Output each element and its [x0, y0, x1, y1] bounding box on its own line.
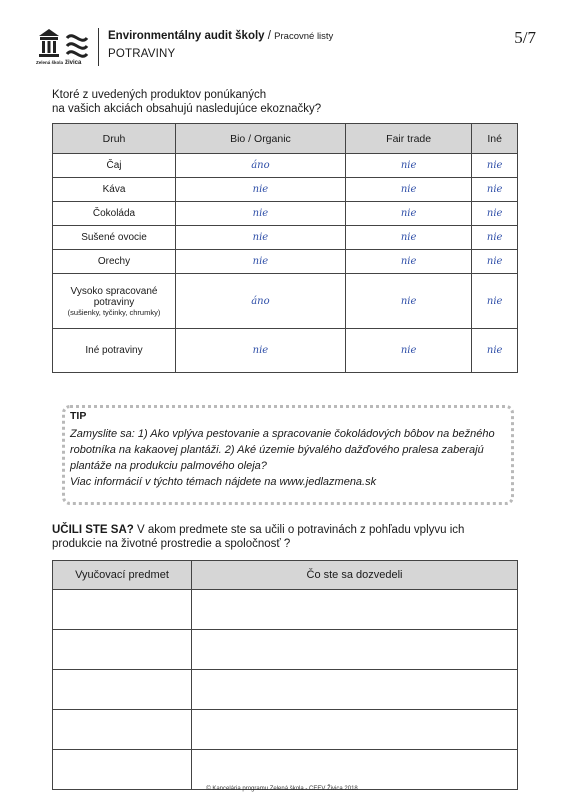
handwritten-answer: nie	[400, 160, 417, 171]
header-bio: Bio / Organic	[176, 124, 346, 154]
row-label: Iné potraviny	[53, 329, 176, 373]
handwritten-answer: nie	[400, 295, 417, 307]
row-label: Čokoláda	[53, 202, 176, 226]
answer-cell[interactable]	[176, 250, 346, 274]
table-row	[53, 202, 518, 226]
learn-line-2: produkcie na životné prostredie a spoločnosť ?	[52, 538, 291, 550]
learned-cell[interactable]	[192, 630, 518, 670]
row-label: Sušené ovocie	[53, 226, 176, 250]
learn-bold: UČILI STE SA?	[52, 524, 134, 536]
answer-cell[interactable]	[176, 178, 346, 202]
title-suffix: Pracovné listy	[274, 31, 334, 42]
answer-cell[interactable]	[176, 202, 346, 226]
handwritten-answer: nie	[486, 208, 503, 219]
tip-text	[70, 426, 506, 490]
answer-cell[interactable]	[176, 329, 346, 373]
row-label: Káva	[53, 178, 176, 202]
zelena-skola-logo-icon	[38, 28, 60, 62]
logos	[36, 26, 96, 70]
row-label-line-2: potraviny	[93, 296, 135, 308]
answer-cell[interactable]	[345, 250, 471, 274]
row-label: Orechy	[53, 250, 176, 274]
table-row	[53, 250, 518, 274]
tip-line-4: Viac informácií v týchto témach nájdete na www.jedlazmena.sk	[70, 476, 377, 488]
learned-cell[interactable]	[192, 670, 518, 710]
table-row	[53, 154, 518, 178]
handwritten-answer: nie	[400, 184, 417, 195]
handwritten-answer: nie	[486, 232, 503, 243]
handwritten-answer: nie	[252, 208, 269, 219]
table-row	[53, 750, 518, 790]
learned-cell[interactable]	[192, 710, 518, 750]
table-row	[53, 590, 518, 630]
handwritten-answer: nie	[486, 295, 503, 307]
header-fairtrade: Fair trade	[345, 124, 471, 154]
handwritten-answer: áno	[251, 160, 270, 171]
row-label	[53, 274, 176, 329]
tip-line-2: robotníka na kakaovej plantáži. 2) Aké územie bývalého dažďového pralesa zaberajú	[70, 444, 484, 456]
answer-cell[interactable]	[472, 154, 518, 178]
answer-cell[interactable]	[345, 178, 471, 202]
header-ine: Iné	[472, 124, 518, 154]
table-header-row	[53, 124, 518, 154]
table-row	[53, 178, 518, 202]
handwritten-answer: nie	[486, 160, 503, 171]
answer-cell[interactable]	[176, 274, 346, 329]
subject-cell[interactable]	[53, 710, 192, 750]
table-row	[53, 226, 518, 250]
answer-cell[interactable]	[472, 202, 518, 226]
learn-line-1	[52, 523, 522, 537]
zivica-logo-icon	[64, 28, 90, 62]
answer-cell[interactable]	[176, 154, 346, 178]
answer-cell[interactable]	[176, 226, 346, 250]
answer-cell[interactable]	[345, 329, 471, 373]
handwritten-answer: nie	[486, 184, 503, 195]
answer-cell[interactable]	[472, 274, 518, 329]
answer-cell[interactable]	[472, 250, 518, 274]
subjects-table	[52, 560, 518, 790]
header-learned: Čo ste sa dozvedeli	[192, 561, 518, 590]
handwritten-answer: nie	[486, 256, 503, 267]
question-ecolabels	[52, 88, 522, 116]
answer-cell[interactable]	[345, 274, 471, 329]
page-header	[36, 26, 536, 70]
answer-cell[interactable]	[345, 226, 471, 250]
subject-cell[interactable]	[53, 750, 192, 790]
handwritten-answer: nie	[400, 232, 417, 243]
footer-copyright: © Kancelária programu Zelená škola - CEEV Živica 2018	[206, 786, 358, 792]
table-row	[53, 630, 518, 670]
answer-cell[interactable]	[472, 329, 518, 373]
tip-line-1: Zamyslite sa: 1) Ako vplýva pestovanie a spracovanie čokoládových bôbov na bežného	[70, 428, 495, 440]
subject-cell[interactable]	[53, 670, 192, 710]
header-druh: Druh	[53, 124, 176, 154]
table-row	[53, 329, 518, 373]
tip-line-3: plantáže na produkciu palmového oleja?	[70, 460, 267, 472]
learned-cell[interactable]	[192, 750, 518, 790]
handwritten-answer: nie	[252, 184, 269, 195]
table-row	[53, 274, 518, 329]
header-subject: Vyučovací predmet	[53, 561, 192, 590]
row-label: Čaj	[53, 154, 176, 178]
header-divider	[98, 28, 99, 66]
page-title	[108, 30, 333, 42]
answer-cell[interactable]	[472, 178, 518, 202]
handwritten-answer: nie	[252, 345, 269, 356]
subject-cell[interactable]	[53, 590, 192, 630]
handwritten-answer: nie	[400, 256, 417, 267]
handwritten-answer: nie	[252, 256, 269, 267]
table-header-row	[53, 561, 518, 590]
answer-cell[interactable]	[472, 226, 518, 250]
page-number: 5/7	[514, 28, 536, 47]
row-label-line-3: (sušienky, tyčinky, chrumky)	[67, 307, 161, 317]
answer-cell[interactable]	[345, 154, 471, 178]
row-label-line-1: Vysoko spracované	[70, 285, 158, 297]
handwritten-answer: nie	[486, 345, 503, 356]
handwritten-answer: nie	[252, 232, 269, 243]
learn-text-1: V akom predmete ste sa učili o potravinách z pohľadu vplyvu ich	[133, 524, 465, 536]
table-row	[53, 670, 518, 710]
ecolabel-table	[52, 123, 518, 373]
table-row	[53, 710, 518, 750]
answer-cell[interactable]	[345, 202, 471, 226]
title-separator: /	[264, 30, 275, 42]
subject-cell[interactable]	[53, 630, 192, 670]
question-line-1: Ktoré z uvedených produktov ponúkaných	[52, 89, 267, 101]
zelena-skola-caption: Zelená škola	[36, 60, 64, 65]
question-line-2: na vašich akciách obsahujú nasledujúce ekoznačky?	[52, 103, 322, 115]
title-main: Environmentálny audit školy	[108, 30, 265, 42]
tip-title: TIP	[70, 410, 87, 422]
handwritten-answer: áno	[251, 295, 270, 307]
handwritten-answer: nie	[400, 345, 417, 356]
learn-question	[52, 523, 522, 551]
learned-cell[interactable]	[192, 590, 518, 630]
handwritten-answer: nie	[400, 208, 417, 219]
tip-box	[62, 405, 514, 505]
page-subtitle: POTRAVINY	[108, 48, 176, 60]
zivica-caption: živica	[65, 60, 82, 66]
